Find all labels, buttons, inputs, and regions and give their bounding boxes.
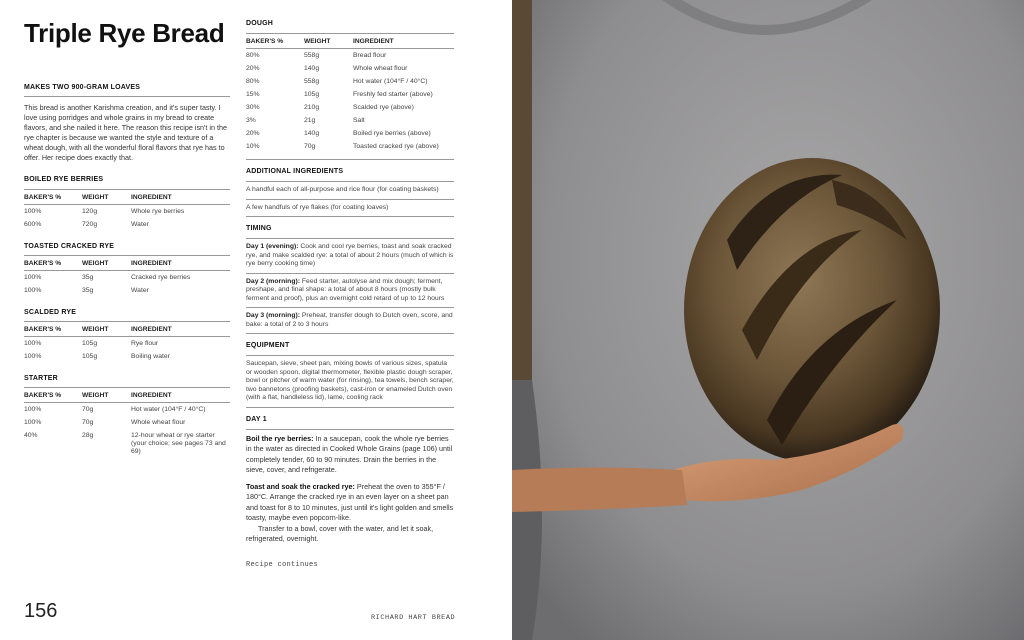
table-row: 30% 210g Scalded rye (above): [246, 104, 414, 111]
timing-item: Day 2 (morning): Feed starter, autolyse and mix dough; ferment, preshape, and final shape: a total of about 8 hours (mostly bulk ferment and proof), plus an overnight cold retard of up to 12 hours: [246, 277, 445, 302]
recipe-continues: Recipe continues: [246, 560, 319, 569]
day1-step: Boil the rye berries: In a saucepan, cook the whole rye berries in the water as directed in Cooked Whole Grains (page 106) until completely tender, 60 to 90 minutes. Drain the berries in the sieve, cover, and refrigerate.: [246, 433, 453, 474]
scalded-rye-heading: SCALDED RYE: [24, 309, 77, 316]
col-bakers: BAKER'S %: [24, 256, 82, 271]
table-row: 100% 105g Boiling water: [24, 353, 170, 360]
table-row: 100% 105g Rye flour: [24, 340, 159, 347]
col-weight: WEIGHT: [304, 34, 353, 49]
timing-item: Day 1 (evening): Cook and cool rye berries, toast and soak cracked rye, and make scalded rye: a total of about 2 hours (much of which is rye berry cooking time): [246, 243, 454, 267]
table-row: 20% 140g Whole wheat flour: [246, 65, 408, 72]
toasted-rye-table: [24, 255, 230, 297]
dough-table: [246, 33, 454, 153]
table-row: 15% 105g Freshly fed starter (above): [246, 91, 433, 98]
timing-heading: TIMING: [246, 225, 272, 232]
col-bakers: BAKER'S %: [24, 322, 82, 337]
day1-step: Transfer to a bowl, cover with the water, and let it soak, refrigerated, overnight.: [246, 523, 434, 543]
col-ingredient: INGREDIENT: [353, 34, 454, 49]
bread-photo-illustration: [512, 0, 1024, 640]
toasted-rye-heading: TOASTED CRACKED RYE: [24, 243, 115, 250]
recipe-title: Triple Rye Bread: [24, 18, 225, 48]
col-weight: WEIGHT: [82, 322, 131, 337]
running-footer: RICHARD HART BREAD: [371, 614, 456, 622]
col-ingredient: INGREDIENT: [131, 256, 230, 271]
col-bakers: BAKER'S %: [24, 190, 82, 205]
day1-step: Toast and soak the cracked rye: Preheat the oven to 355°F / 180°C. Arrange the cracked rye in an even layer on a sheet pan and toast for 8 to 10 minutes, just until it's light golden and smells toasty, maybe even popcorn-like.: [246, 481, 454, 522]
col-ingredient: INGREDIENT: [131, 388, 230, 403]
boiled-rye-heading: BOILED RYE BERRIES: [24, 176, 104, 183]
col-ingredient: INGREDIENT: [131, 190, 230, 205]
boiled-rye-table: [24, 189, 230, 231]
yield-heading: MAKES TWO 900-GRAM LOAVES: [24, 84, 230, 97]
dough-heading: DOUGH: [246, 20, 274, 27]
table-row: 80% 558g Bread flour: [246, 52, 387, 59]
additional-item: A few handfuls of rye flakes (for coating loaves): [246, 203, 389, 211]
left-column: [24, 84, 230, 458]
col-bakers: BAKER'S %: [24, 388, 82, 403]
table-row: 80% 558g Hot water (104°F / 40°C): [246, 78, 428, 85]
bread-photo: [512, 0, 1024, 640]
intro-paragraph: This bread is another Karishma creation, and it's super tasty. I love using porridges and whole grains in my bread to create flavors, and she nailed it here. The reason this recipe isn't in the rye chapter is because we wanted the style and texture of a wheat dough, with all the wonderful floral flavors that rye has to offer. Her recipe does exactly that.: [24, 103, 228, 162]
additional-heading: ADDITIONAL INGREDIENTS: [246, 168, 344, 175]
starter-table: [24, 387, 230, 458]
page-number: 156: [24, 600, 58, 622]
additional-item: A handful each of all-purpose and rice flour (for coating baskets): [246, 186, 439, 193]
table-row: 100% 35g Cracked rye berries: [24, 274, 191, 281]
table-row: 100% 35g Water: [24, 287, 149, 294]
col-weight: WEIGHT: [82, 190, 131, 205]
right-column: [246, 20, 454, 569]
equipment-text: Saucepan, sieve, sheet pan, mixing bowls of various sizes, spatula or wooden spoon, digital thermometer, flexible plastic dough scraper, bowl or pitcher of warm water (for rinsing), tea towels, bench scraper, two bannetons (proofing baskets), cast-iron or enameled Dutch oven (with a flat, handleless lid), lame, cooling rack: [246, 360, 454, 401]
col-weight: WEIGHT: [82, 256, 131, 271]
starter-heading: STARTER: [24, 375, 58, 382]
table-row: 100% 70g Hot water (104°F / 40°C): [24, 406, 206, 413]
col-ingredient: INGREDIENT: [131, 322, 230, 337]
table-row: 600% 720g Water: [24, 221, 149, 228]
day1-heading: DAY 1: [246, 415, 267, 423]
scalded-rye-table: [24, 321, 230, 363]
col-weight: WEIGHT: [82, 388, 131, 403]
table-row: 10% 70g Toasted cracked rye (above): [246, 143, 439, 150]
timing-item: Day 3 (morning): Preheat, transfer dough to Dutch oven, score, and bake: a total of 2 to 3 hours: [246, 312, 453, 328]
equipment-heading: EQUIPMENT: [246, 342, 290, 349]
table-row: 100% 70g Whole wheat flour: [24, 419, 186, 426]
table-row: 3% 21g Salt: [246, 117, 365, 124]
table-row: 40% 28g 12-hour wheat or rye starter (your choice; see pages 73 and 69): [24, 432, 226, 455]
table-row: 20% 140g Boiled rye berries (above): [246, 130, 431, 137]
col-bakers: BAKER'S %: [246, 34, 304, 49]
table-row: 100% 120g Whole rye berries: [24, 208, 185, 215]
